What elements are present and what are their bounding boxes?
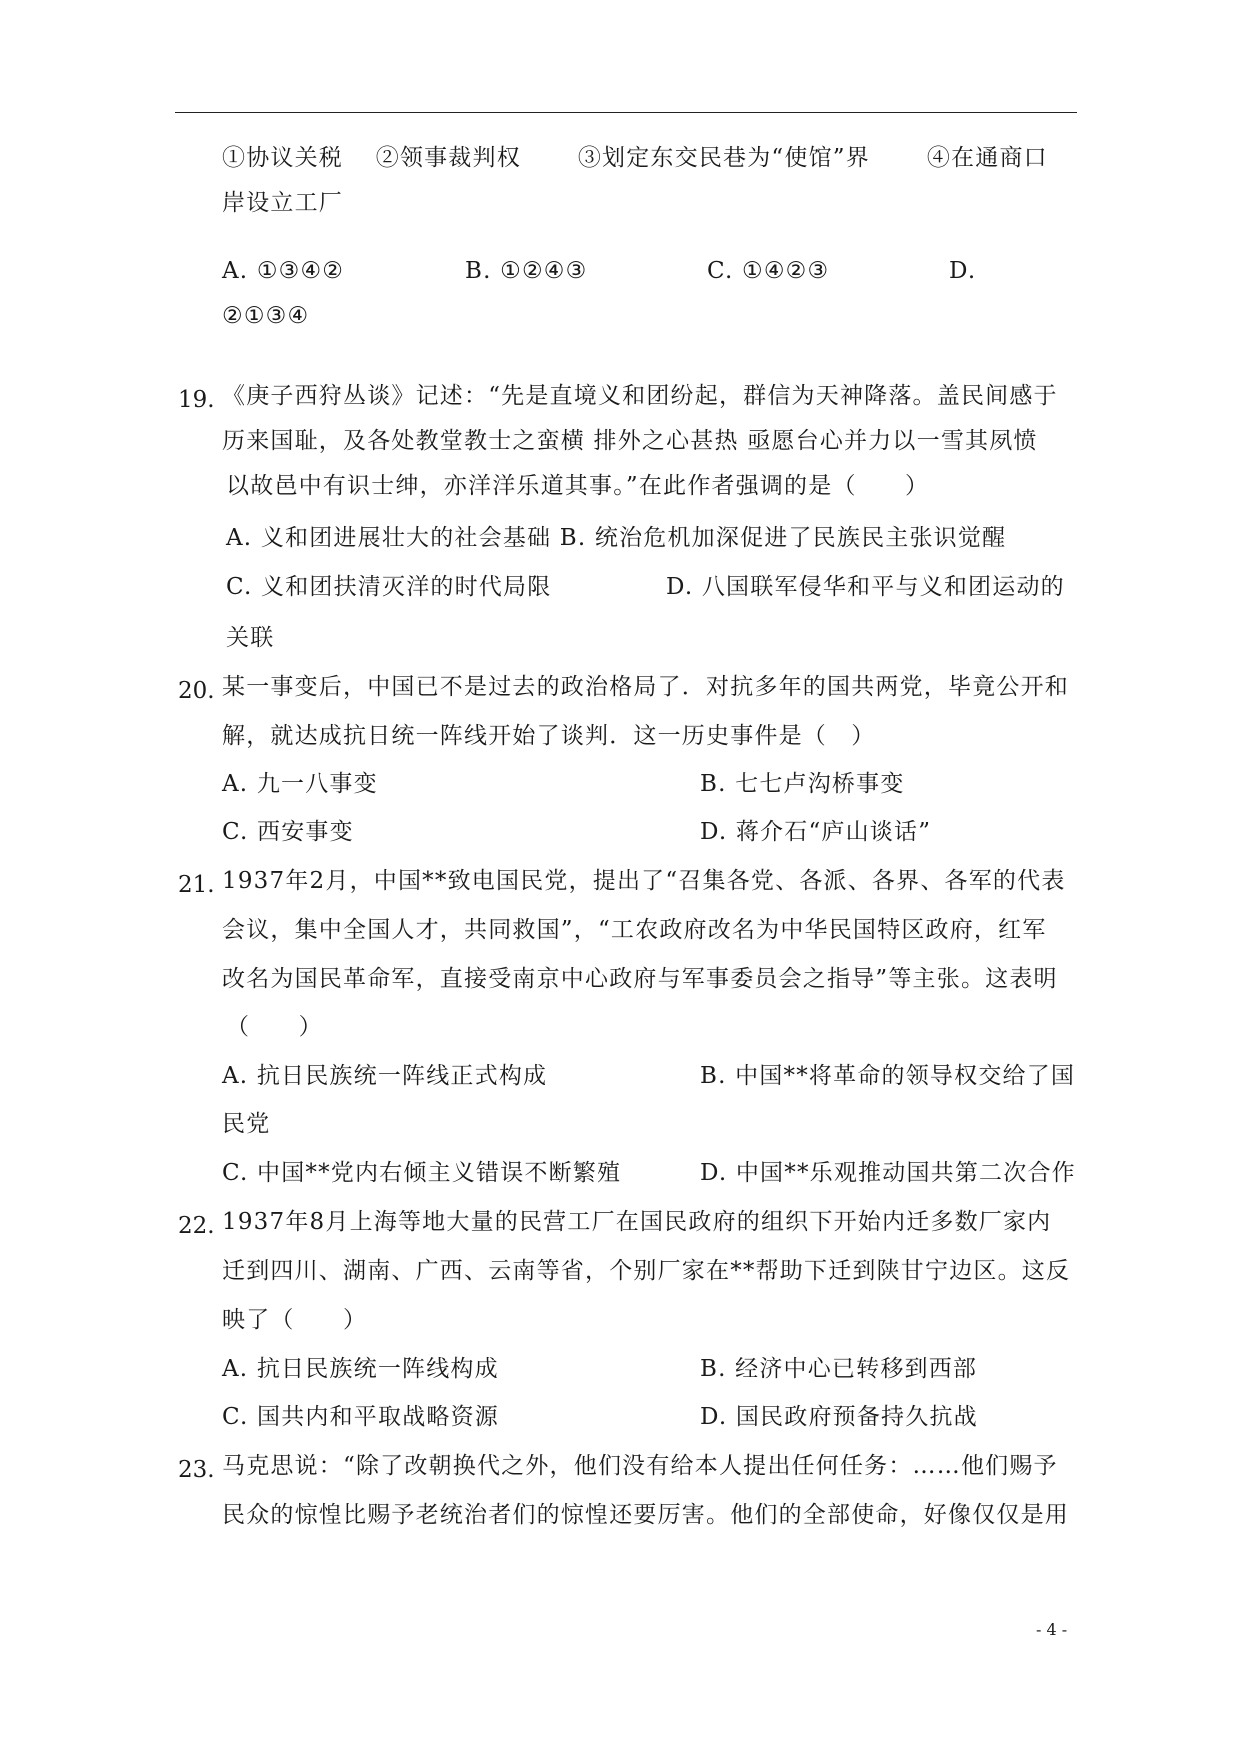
q20-number: 20. [178, 678, 215, 704]
q22-stem-line1: 1937年8月上海等地大量的民营工厂在国民政府的组织下开始内迁多数厂家内 [222, 1209, 1052, 1235]
header-rule [175, 112, 1077, 113]
q22-option-b: B. 经济中心已转移到西部 [700, 1356, 978, 1382]
q22-option-a: A. 抗日民族统一阵线构成 [222, 1356, 499, 1382]
q18-option-d: D. [949, 258, 977, 284]
q22-stem-line3: 映了（ ） [222, 1307, 368, 1333]
q18-items-line2: 岸设立工厂 [222, 190, 343, 216]
q18-option-a: A. ①③④② [222, 258, 345, 284]
q18-option-c: C. ①④②③ [707, 258, 830, 284]
q21-option-a: A. 抗日民族统一阵线正式构成 [222, 1063, 548, 1089]
q23-number: 23. [178, 1457, 215, 1483]
q22-option-c: C. 国共内和平取战略资源 [222, 1404, 500, 1430]
q20-option-b: B. 七七卢沟桥事变 [700, 771, 905, 797]
q19-option-c: C. 义和团扶清灭洋的时代局限 [226, 574, 552, 600]
q18-option-d-cont: ②①③④ [222, 303, 310, 329]
q22-stem-line2: 迁到四川、湖南、广西、云南等省，个别厂家在**帮助下迁到陕甘宁边区。这反 [222, 1258, 1071, 1284]
q20-stem-line2: 解，就达成抗日统一阵线开始了谈判．这一历史事件是（ ） [222, 723, 876, 749]
q19-stem-line1: 《庚子西狩丛谈》记述：“先是直境义和团纷起，群信为天神降落。盖民间感于 [222, 383, 1058, 409]
q20-option-c: C. 西安事变 [222, 819, 354, 845]
q22-number: 22. [178, 1213, 215, 1239]
q21-option-d: D. 中国**乐观推动国共第二次合作 [700, 1160, 1076, 1186]
q19-number: 19. [178, 387, 215, 413]
q21-stem-line3: 改名为国民革命军，直接受南京中心政府与军事委员会之指导”等主张。这表明 [222, 966, 1058, 992]
q21-option-b-cont: 民党 [222, 1111, 271, 1137]
q18-option-b: B. ①②④③ [465, 258, 588, 284]
q19-stem-line2: 历来国耻，及各处教堂教士之蛮横 排外之心甚热 亟愿台心并力以一雪其夙愤 [222, 428, 1038, 454]
q23-stem-line1: 马克思说：“除了改朝换代之外，他们没有给本人提出任何任务：……他们赐予 [222, 1453, 1058, 1479]
q19-stem-line3: 以故邑中有识士绅，亦洋洋乐道其事。”在此作者强调的是（ ） [226, 473, 930, 499]
q19-option-ab: A. 义和团进展壮大的社会基础 B. 统治危机加深促进了民族民主张识觉醒 [226, 525, 1007, 551]
q18-items-line1: ①协议关税 ②领事裁判权 ③划定东交民巷为“使馆”界 ④在通商口 [222, 145, 1048, 171]
q20-option-d: D. 蒋介石“庐山谈话” [700, 819, 932, 845]
q19-option-d-cont: 关联 [226, 625, 275, 651]
q21-number: 21. [178, 872, 215, 898]
q20-stem-line1: 某一事变后，中国已不是过去的政治格局了．对抗多年的国共两党，毕竟公开和 [222, 674, 1069, 700]
q22-option-d: D. 国民政府预备持久抗战 [700, 1404, 978, 1430]
q19-option-d: D. 八国联军侵华和平与义和团运动的 [666, 574, 1065, 600]
q21-option-c: C. 中国**党内右倾主义错误不断繁殖 [222, 1160, 622, 1186]
q21-stem-line2: 会议，集中全国人才，共同救国”，“工农政府改名为中华民国特区政府，红军 [222, 917, 1047, 943]
q23-stem-line2: 民众的惊惶比赐予老统治者们的惊惶还要厉害。他们的全部使命，好像仅仅是用 [222, 1502, 1069, 1528]
q20-option-a: A. 九一八事变 [222, 771, 378, 797]
q21-stem-line1: 1937年2月，中国**致电国民党，提出了“召集各党、各派、各界、各军的代表 [222, 868, 1066, 894]
page-number: - 4 - [1036, 1620, 1068, 1639]
q21-option-b: B. 中国**将革命的领导权交给了国 [700, 1063, 1076, 1089]
q21-stem-line4: （ ） [226, 1014, 323, 1040]
